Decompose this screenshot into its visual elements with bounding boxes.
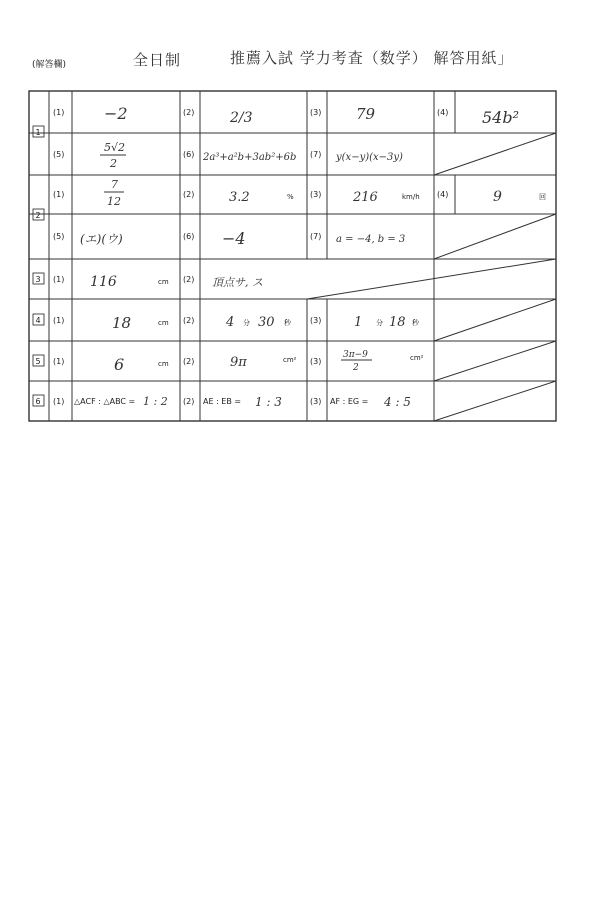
- question-number: (3): [310, 397, 322, 406]
- answer-4-2-minutes: 4: [226, 315, 235, 330]
- answer-2-5: (エ)(ウ): [80, 232, 123, 246]
- unit-cm: cm: [158, 319, 169, 327]
- section-numbers: [33, 126, 44, 406]
- question-number: (5): [53, 232, 65, 241]
- unit-kmh: km/h: [402, 193, 420, 201]
- unit-times: 回: [539, 193, 546, 201]
- question-number: (6): [183, 150, 195, 159]
- question-number: (3): [310, 357, 322, 366]
- row-1a: [53, 104, 519, 127]
- section-number-6: 6: [35, 397, 41, 406]
- answer-1-1: −2: [104, 104, 128, 123]
- answer-3-1: 116: [90, 274, 117, 290]
- row-2a: [53, 178, 546, 208]
- question-number: (2): [183, 316, 195, 325]
- question-number: (2): [183, 275, 195, 284]
- row-1b: [53, 141, 403, 170]
- answer-1-5-denominator: 2: [110, 157, 117, 170]
- unit-percent: %: [287, 193, 294, 201]
- answer-2-6: −4: [222, 229, 246, 248]
- question-number: (1): [53, 357, 65, 366]
- question-number: (4): [437, 108, 449, 117]
- question-number: (3): [310, 190, 322, 199]
- answer-5-3-numerator: 3π−9: [343, 350, 368, 360]
- answer-6-1: 1 : 2: [143, 395, 168, 408]
- section-number-1: 1: [35, 128, 41, 137]
- row-6: [53, 395, 411, 409]
- answer-2-1-denominator: 12: [107, 195, 121, 208]
- question-number: (1): [53, 316, 65, 325]
- question-number: (3): [310, 316, 322, 325]
- row-3: [53, 274, 263, 290]
- question-number: (2): [183, 108, 195, 117]
- handwritten-course-title: 全日制: [133, 51, 182, 69]
- answer-1-5-numerator: 5√2: [104, 141, 126, 154]
- section-number-3: 3: [35, 275, 41, 284]
- answer-4-3-minutes: 1: [354, 315, 363, 330]
- unit-seconds: 秒: [284, 319, 291, 327]
- unit-cm: cm: [158, 278, 169, 286]
- answer-2-1-numerator: 7: [111, 178, 118, 191]
- answer-1-4: 54b²: [482, 108, 520, 127]
- section-number-2: 2: [35, 211, 41, 220]
- answer-1-3: 79: [356, 105, 376, 123]
- prompt-6-3: AF : EG =: [330, 397, 369, 406]
- sheet-title: 推薦入試 学力考査（数学） 解答用紙」: [230, 49, 514, 67]
- row-5: [53, 350, 424, 374]
- answer-5-2: 9π: [230, 355, 247, 370]
- question-number: (6): [183, 232, 195, 241]
- question-number: (4): [437, 190, 449, 199]
- answer-1-7: y(x−y)(x−3y): [336, 152, 403, 163]
- question-number: (1): [53, 397, 65, 406]
- question-number: (2): [183, 397, 195, 406]
- answer-2-2: 3.2: [229, 190, 250, 205]
- unit-cm2: cm²: [410, 354, 424, 362]
- answer-1-6: 2a³+a²b+3ab²+6b: [203, 152, 297, 163]
- question-number: (3): [310, 108, 322, 117]
- answer-4-1: 18: [112, 314, 132, 332]
- answer-column-label: (解答欄): [32, 60, 67, 70]
- unit-cm: cm: [158, 360, 169, 368]
- unit-cm2: cm²: [283, 356, 297, 364]
- question-number: (5): [53, 150, 65, 159]
- unit-seconds: 秒: [412, 319, 419, 327]
- answer-6-2: 1 : 3: [255, 395, 282, 409]
- answer-1-2: 2/3: [230, 110, 253, 126]
- question-number: (7): [310, 150, 322, 159]
- answer-2-3: 216: [353, 190, 378, 205]
- question-number: (7): [310, 232, 322, 241]
- answer-4-2-seconds: 30: [258, 315, 275, 330]
- answer-2-7: a = −4, b = 3: [336, 234, 406, 245]
- question-number: (1): [53, 108, 65, 117]
- question-number: (2): [183, 190, 195, 199]
- prompt-6-1: △ACF : △ABC =: [74, 397, 136, 406]
- prompt-6-2: AE : EB =: [203, 397, 242, 406]
- answer-4-3-seconds: 18: [389, 315, 406, 330]
- section-number-5: 5: [35, 357, 41, 366]
- row-4: [53, 314, 420, 332]
- question-number: (2): [183, 357, 195, 366]
- section-number-4: 4: [35, 316, 41, 325]
- question-number: (1): [53, 190, 65, 199]
- question-number: (1): [53, 275, 65, 284]
- answer-3-2: 頂点サ, ス: [212, 276, 263, 289]
- answer-6-3: 4 : 5: [384, 395, 411, 409]
- answer-5-1: 6: [114, 355, 125, 374]
- unit-minutes: 分: [243, 319, 250, 327]
- answer-2-4: 9: [493, 189, 502, 205]
- unit-minutes: 分: [376, 319, 383, 327]
- row-2b: [53, 229, 405, 248]
- answer-5-3-denominator: 2: [353, 363, 359, 373]
